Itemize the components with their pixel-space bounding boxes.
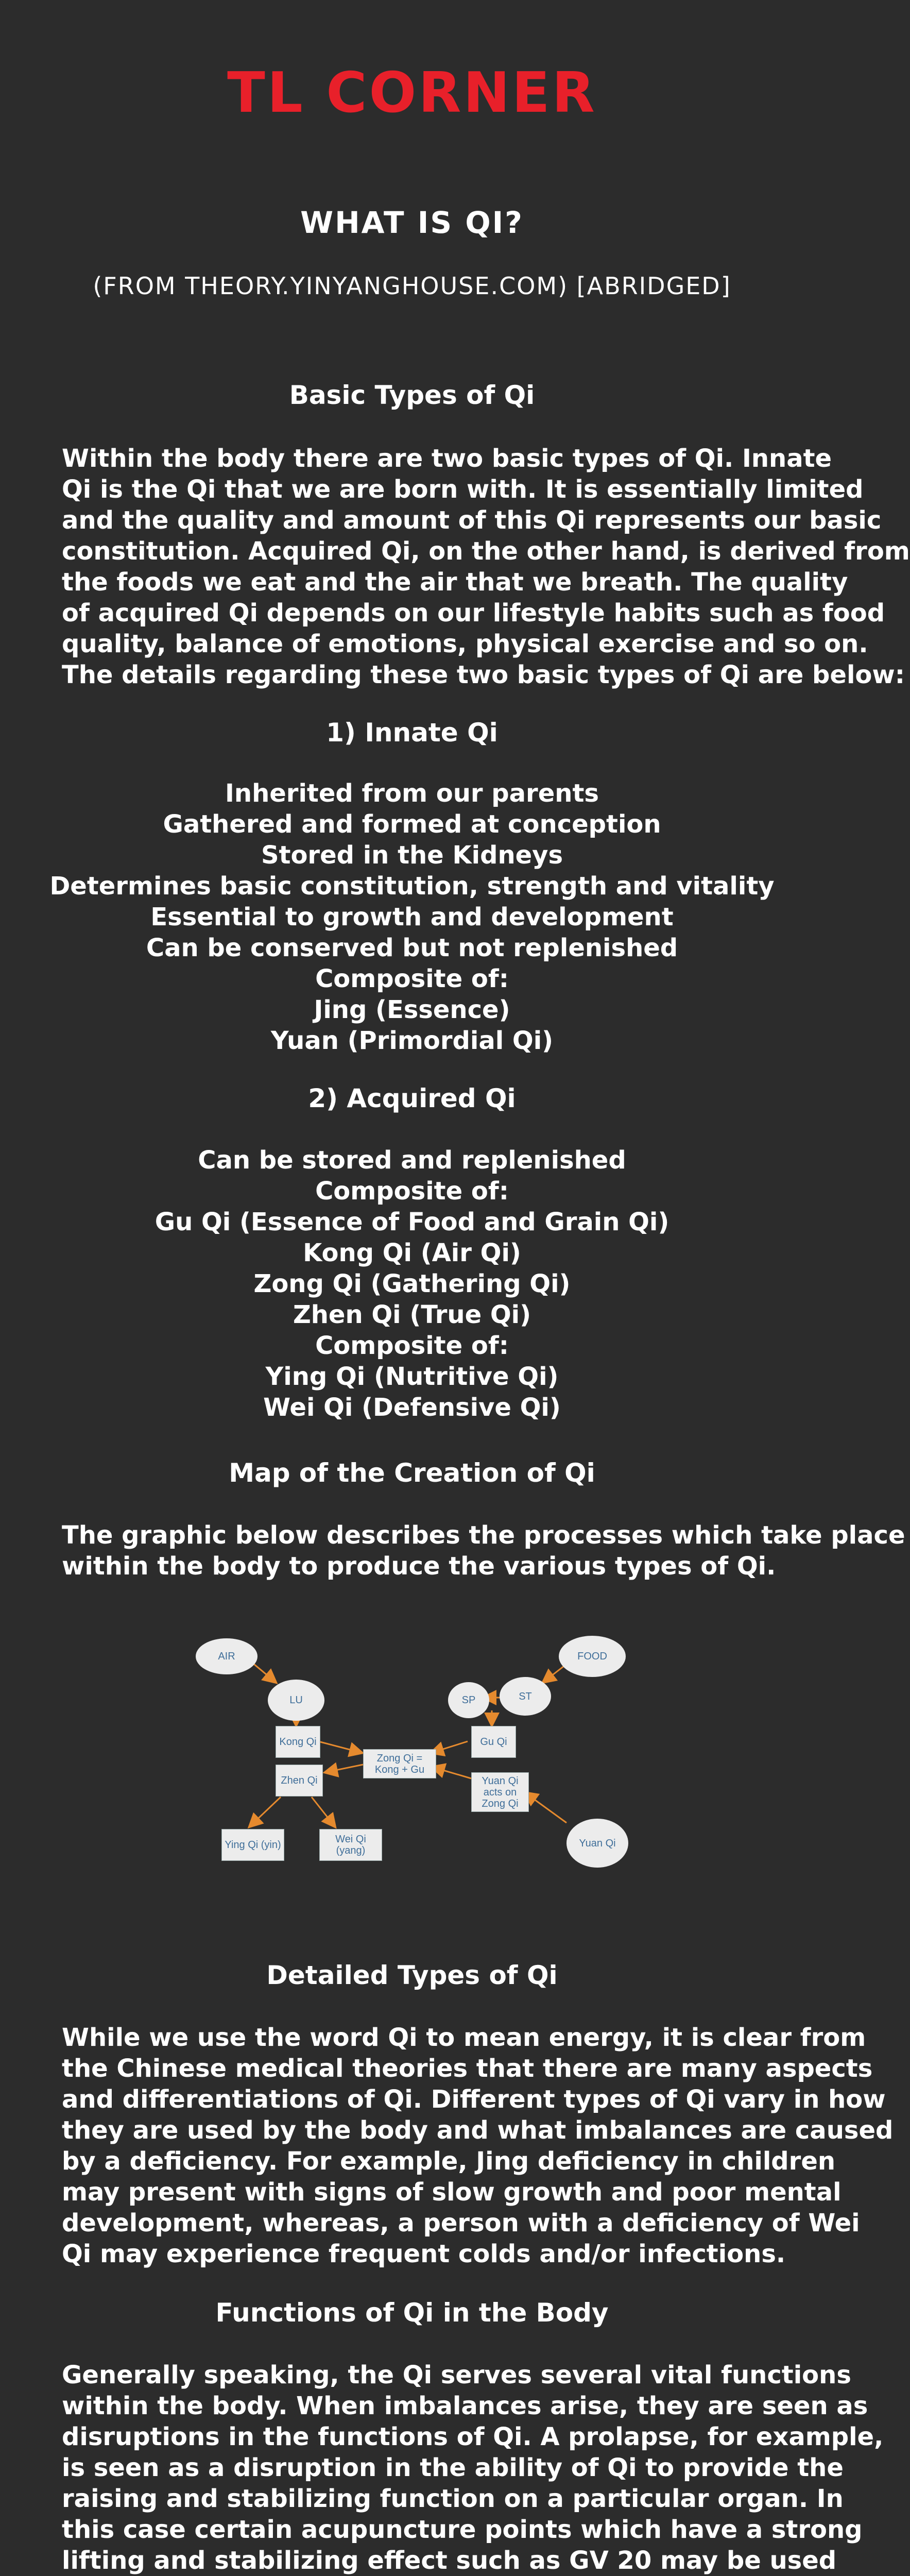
qi-creation-diagram	[185, 1633, 639, 1922]
arrow-kong-to-zong	[318, 1741, 362, 1753]
list-item: Wei Qi (Defensive Qi)	[263, 1393, 561, 1422]
paragraph-detailed-types	[62, 2022, 894, 2269]
list-item: Gu Qi (Essence of Food and Grain Qi)	[154, 1208, 669, 1236]
list-item: Composite of:	[315, 1177, 509, 1206]
node-food: FOOD	[559, 1636, 626, 1677]
text-line: within the body to produce the various types of Qi.	[62, 1552, 776, 1581]
source-note: (FROM THEORY.YINYANGHOUSE.COM) [ABRIDGED]	[93, 272, 731, 300]
text-line: constitution. Acquired Qi, on the other hand, is derived from	[62, 537, 910, 566]
page-title: WHAT IS QI?	[300, 205, 524, 240]
node-sp: SP	[448, 1682, 489, 1718]
list-item: Gathered and formed at conception	[163, 810, 661, 839]
list-item: Jing (Essence)	[314, 995, 510, 1024]
paragraph-map	[62, 1520, 905, 1582]
node-air: AIR	[196, 1638, 257, 1674]
node-gu-qi: Gu Qi	[471, 1726, 516, 1758]
text-line: Generally speaking, the Qi serves several vital functions	[62, 2361, 851, 2389]
arrow-yuan-to-yuanacts	[525, 1793, 566, 1823]
text-line: raising and stabilizing function on a particular organ. In	[62, 2484, 844, 2513]
list-item: Stored in the Kidneys	[261, 841, 563, 870]
heading-basic-types: Basic Types of Qi	[289, 380, 535, 410]
list-item: Determines basic constitution, strength and vitality	[49, 872, 775, 901]
arrow-zong-to-zhen	[325, 1765, 363, 1772]
text-line: Qi may experience frequent colds and/or infections.	[62, 2240, 786, 2268]
text-line: While we use the word Qi to mean energy, it is clear from	[62, 2023, 866, 2052]
text-line: and differentiations of Qi. Different types of Qi vary in how	[62, 2085, 886, 2114]
node-wei-qi: Wei Qi (yang)	[319, 1829, 382, 1861]
list-item: Can be stored and replenished	[198, 1146, 626, 1175]
list-acquired-qi	[0, 1145, 824, 1423]
list-item: Inherited from our parents	[225, 779, 599, 808]
list-innate-qi	[0, 778, 824, 1056]
list-item: Essential to growth and development	[150, 903, 674, 931]
node-ying-qi: Ying Qi (yin)	[221, 1829, 284, 1861]
text-line: Qi is the Qi that we are born with. It is essentially limited	[62, 475, 864, 504]
paragraph-functions	[62, 2360, 884, 2576]
list-item: Composite of:	[315, 1331, 509, 1360]
text-line: The details regarding these two basic types of Qi are below:	[62, 660, 905, 689]
node-kong-qi: Kong Qi	[276, 1726, 320, 1758]
text-line: of acquired Qi depends on our lifestyle habits such as food	[62, 599, 885, 628]
arrow-gu-to-zong	[432, 1741, 468, 1753]
node-zong-qi: Zong Qi = Kong + Gu	[363, 1749, 436, 1778]
heading-innate-qi: 1) Innate Qi	[326, 718, 498, 748]
list-item: Can be conserved but not replenished	[146, 934, 678, 962]
arrow-yuanacts-to-zong	[433, 1767, 471, 1778]
node-st: ST	[500, 1677, 551, 1716]
heading-functions: Functions of Qi in the Body	[215, 2298, 609, 2328]
node-yuan-acts: Yuan Qi acts on Zong Qi	[471, 1772, 529, 1812]
text-line: they are used by the body and what imbalances are caused	[62, 2116, 894, 2145]
text-line: lifting and stabilizing effect such as GV 20 may be used	[62, 2546, 837, 2575]
heading-detailed-types: Detailed Types of Qi	[266, 1960, 558, 1990]
text-line: this case certain acupuncture points which have a strong	[62, 2515, 863, 2544]
text-line: the Chinese medical theories that there are many aspects	[62, 2054, 873, 2083]
text-line: quality, balance of emotions, physical exercise and so on.	[62, 630, 868, 658]
node-yuan-qi: Yuan Qi	[566, 1819, 628, 1868]
list-item: Yuan (Primordial Qi)	[270, 1026, 554, 1055]
text-line: The graphic below describes the processes which take place	[62, 1521, 905, 1550]
list-item: Zhen Qi (True Qi)	[293, 1300, 531, 1329]
text-line: may present with signs of slow growth and poor mental	[62, 2178, 842, 2207]
paragraph-basic-types	[62, 443, 910, 690]
list-item: Ying Qi (Nutritive Qi)	[265, 1362, 559, 1391]
text-line: and the quality and amount of this Qi represents our basic	[62, 506, 882, 535]
text-line: Within the body there are two basic types of Qi. Innate	[62, 444, 832, 473]
arrow-zhen-to-ying	[250, 1797, 281, 1826]
text-line: the foods we eat and the air that we breath. The quality	[62, 568, 848, 597]
text-line: development, whereas, a person with a deficiency of Wei	[62, 2209, 860, 2238]
list-item: Composite of:	[315, 964, 509, 993]
heading-map-of-qi: Map of the Creation of Qi	[229, 1458, 595, 1488]
text-line: by a deficiency. For example, Jing deficiency in children	[62, 2147, 836, 2176]
node-lu: LU	[268, 1680, 324, 1721]
node-zhen-qi: Zhen Qi	[276, 1765, 323, 1797]
arrow-zhen-to-wei	[312, 1797, 335, 1826]
text-line: within the body. When imbalances arise, they are seen as	[62, 2392, 868, 2420]
tl-corner-logo: TL CORNER	[227, 61, 597, 125]
text-line: is seen as a disruption in the ability of Qi to provide the	[62, 2453, 844, 2482]
heading-acquired-qi: 2) Acquired Qi	[308, 1083, 516, 1113]
list-item: Kong Qi (Air Qi)	[303, 1239, 521, 1267]
list-item: Zong Qi (Gathering Qi)	[253, 1269, 571, 1298]
text-line: disruptions in the functions of Qi. A prolapse, for example,	[62, 2422, 884, 2451]
